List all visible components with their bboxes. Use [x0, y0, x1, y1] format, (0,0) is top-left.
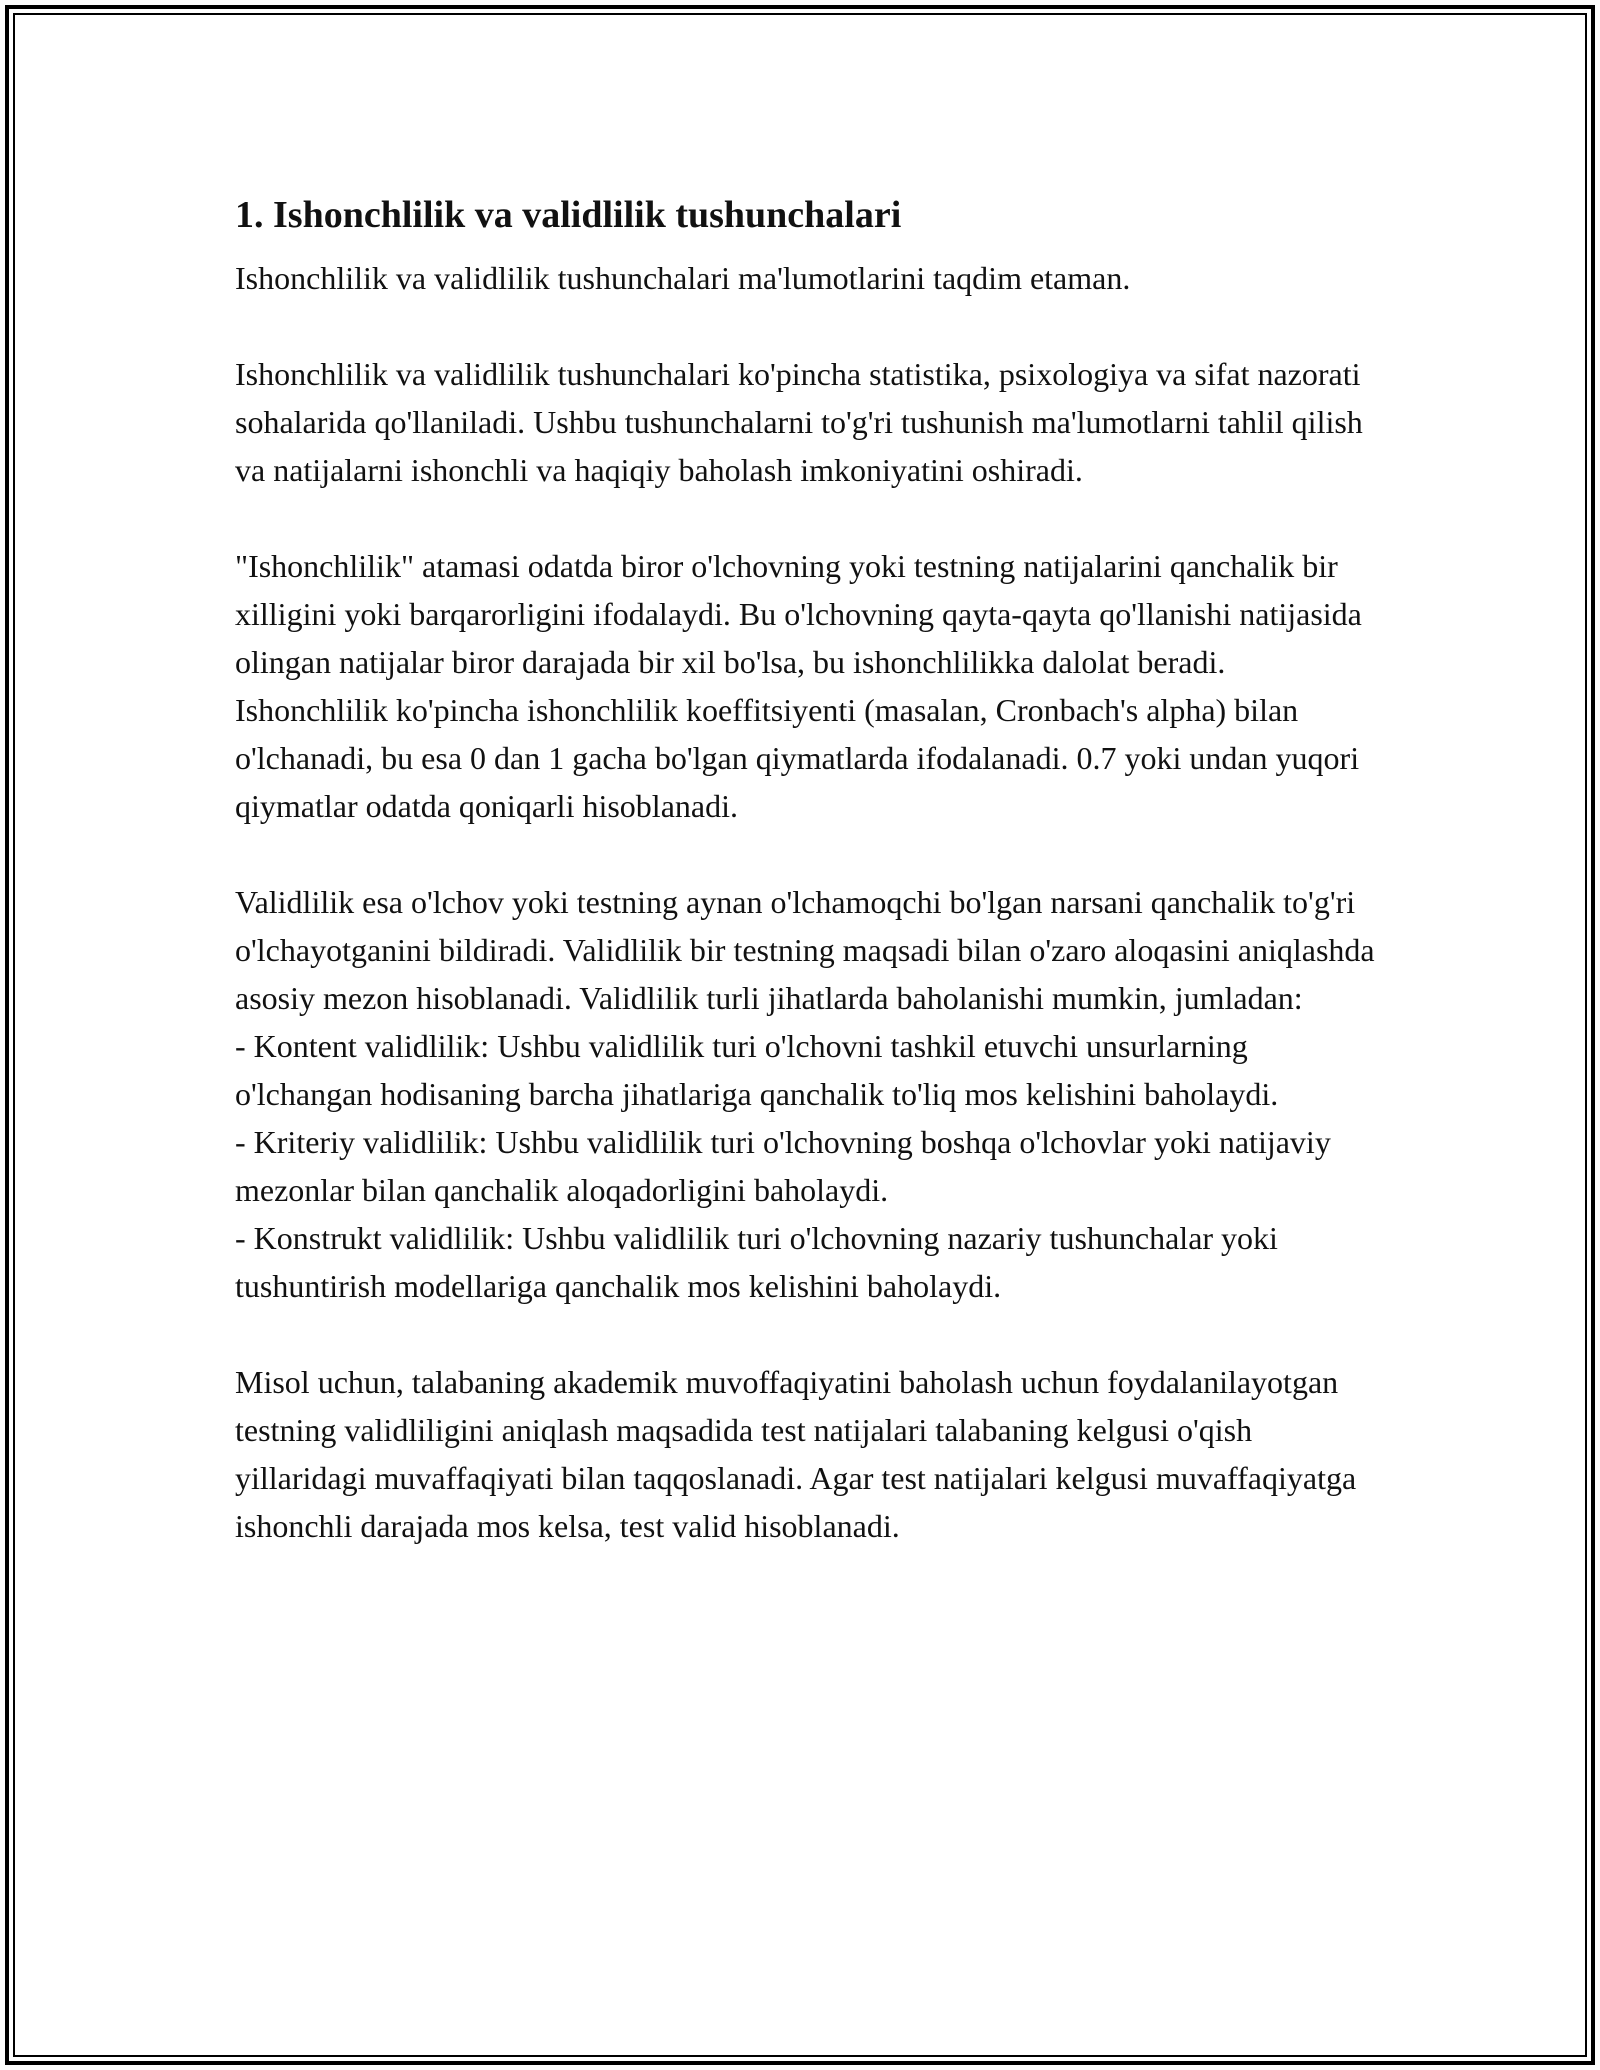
paragraph-intro: Ishonchlilik va validlilik tushunchalari ma'lumotlarini taqdim etaman.	[235, 260, 1131, 296]
section-title: 1. Ishonchlilik va validlilik tushunchalari	[235, 194, 902, 236]
document-body	[235, 188, 1375, 1550]
paragraph-overview: Ishonchlilik va validlilik tushunchalari ko'pincha statistika, psixologiya va sifat nazorati sohalarida qo'llaniladi. Ushbu tushunchalarni to'g'ri tushunish ma'lumotlarni tahlil qilish va natijalarni ishonchli va haqiqiy baholash imkoniyatini oshiradi.	[235, 356, 1363, 488]
paragraph-example: Misol uchun, talabaning akademik muvoffaqiyatini baholash uchun foydalanilayotgan testning validliligini aniqlash maqsadida test natijalari talabaning kelgusi o'qish yillaridagi muvaffaqiyati bilan taqqoslanadi. Agar test natijalari kelgusi muvaffaqiyatga ishonchli darajada mos kelsa, test valid hisoblanadi.	[235, 1364, 1357, 1544]
paragraph-reliability: "Ishonchlilik" atamasi odatda biror o'lchovning yoki testning natijalarini qanchalik bir xilligini yoki barqarorligini ifodalaydi. Bu o'lchovning qayta-qayta qo'llanishi natijasida olingan natijalar biror darajada bir xil bo'lsa, bu ishonchlilikka dalolat beradi. Ishonchlilik ko'pincha ishonchlilik koeffitsiyenti (masalan, Cronbach's alpha) bilan o'lchanadi, bu esa 0 dan 1 gacha bo'lgan qiymatlarda ifodalanadi. 0.7 yoki undan yuqori qiymatlar odatda qoniqarli hisoblanadi.	[235, 548, 1362, 824]
paragraph-validity: Validlilik esa o'lchov yoki testning aynan o'lchamoqchi bo'lgan narsani qanchalik to'g'ri o'lchayotganini bildiradi. Validlilik bir testning maqsadi bilan o'zaro aloqasini aniqlashda asosiy mezon hisoblanadi. Validlilik turli jihatlarda baholanishi mumkin, jumladan: - Kontent validlilik: Ushbu validlilik turi o'lchovni tashkil etuvchi unsurlarning o'lchangan hodisaning barcha jihatlariga qanchalik to'liq mos kelishini baholaydi. - Kriteriy validlilik: Ushbu validlilik turi o'lchovning boshqa o'lchovlar yoki natijaviy mezonlar bilan qanchalik aloqadorligini baholaydi. - Konstrukt validlilik: Ushbu validlilik turi o'lchovning nazariy tushunchalar yoki tushuntirish modellariga qanchalik mos kelishini baholaydi.	[235, 884, 1375, 1304]
